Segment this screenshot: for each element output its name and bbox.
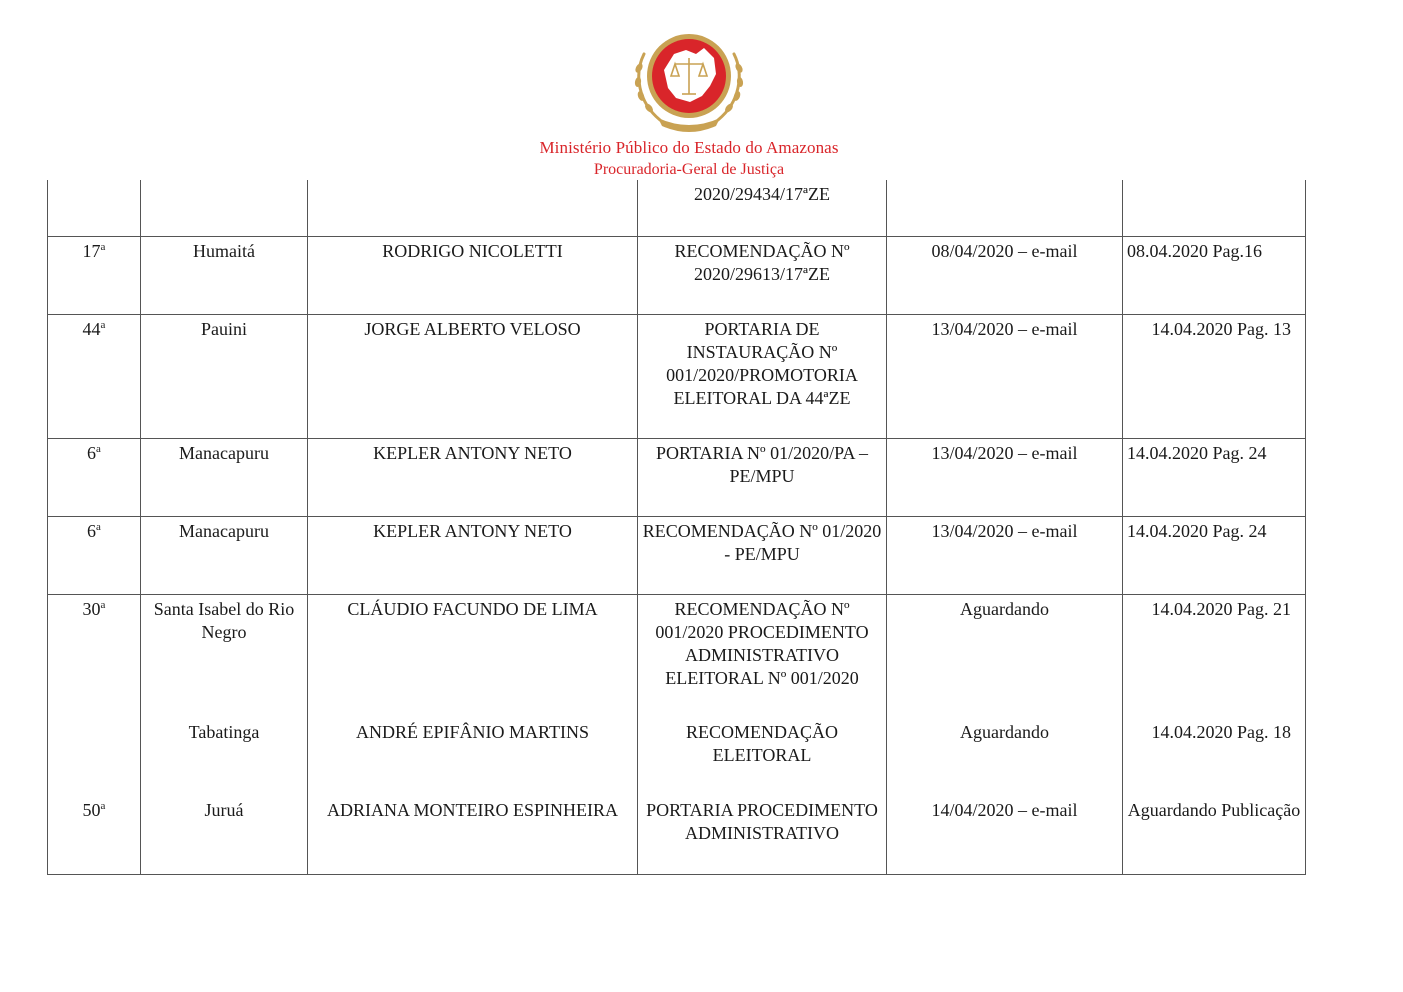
zone-cell: 17$^a$	[48, 236, 141, 314]
table-row	[48, 796, 1306, 874]
ordinal-indicator: a	[100, 800, 106, 812]
date-sent-cell: 14/04/2020 – e-mail	[887, 796, 1123, 874]
table-row	[48, 180, 1306, 236]
publication-cell: 14.04.2020 Pag. 18	[1123, 718, 1306, 796]
promoter-cell: JORGE ALBERTO VELOSO	[308, 314, 638, 438]
municipality-cell	[141, 180, 308, 236]
document-cell: RECOMENDAÇÃO Nº 01/2020 - PE/MPU	[638, 516, 887, 594]
publication-cell: 14.04.2020 Pag. 24	[1123, 438, 1306, 516]
date-sent-cell: 13/04/2020 – e-mail	[887, 516, 1123, 594]
promoter-cell: KEPLER ANTONY NETO	[308, 438, 638, 516]
publication-cell: Aguardando Publicação	[1123, 796, 1306, 874]
publication-cell: 14.04.2020 Pag. 21	[1123, 594, 1306, 718]
date-sent-cell: 13/04/2020 – e-mail	[887, 438, 1123, 516]
document-cell: 2020/29434/17ªZE	[638, 180, 887, 236]
municipality-cell: Juruá	[141, 796, 308, 874]
document-cell: PORTARIA PROCEDIMENTO ADMINISTRATIVO	[638, 796, 887, 874]
date-sent-cell: Aguardando	[887, 594, 1123, 718]
municipality-cell: Manacapuru	[141, 438, 308, 516]
table-row	[48, 438, 1306, 516]
publication-cell: 14.04.2020 Pag. 24	[1123, 516, 1306, 594]
document-cell: PORTARIA DE INSTAURAÇÃO Nº 001/2020/PROMOTORIA ELEITORAL DA 44ªZE	[638, 314, 887, 438]
ordinal-indicator: a	[100, 318, 106, 331]
promoter-cell: ANDRÉ EPIFÂNIO MARTINS	[308, 718, 638, 796]
promoter-cell: RODRIGO NICOLETTI	[308, 236, 638, 314]
promoter-cell	[308, 180, 638, 236]
date-sent-cell	[887, 180, 1123, 236]
ordinal-indicator: a	[96, 442, 101, 455]
promoter-cell: ADRIANA MONTEIRO ESPINHEIRA	[308, 796, 638, 874]
org-name: Ministério Público do Estado do Amazonas	[539, 138, 839, 157]
promoter-cell: KEPLER ANTONY NETO	[308, 516, 638, 594]
publication-cell: 08.04.2020 Pag.16	[1123, 236, 1306, 314]
zone-cell: 30$^a$	[48, 594, 141, 718]
publication-cell: 14.04.2020 Pag. 13	[1123, 314, 1306, 438]
table-row	[48, 516, 1306, 594]
ordinal-indicator: a	[100, 240, 106, 253]
municipality-cell: Humaitá	[141, 236, 308, 314]
mp-amazonas-logo	[630, 24, 748, 136]
date-sent-cell: 13/04/2020 – e-mail	[887, 314, 1123, 438]
table-row	[48, 718, 1306, 796]
zone-cell	[48, 180, 141, 236]
municipality-cell: Tabatinga	[141, 718, 308, 796]
org-subtitle: Procuradoria-Geral de Justiça	[593, 161, 785, 178]
municipality-cell: Manacapuru	[141, 516, 308, 594]
date-sent-cell: Aguardando	[887, 718, 1123, 796]
document-cell: RECOMENDAÇÃO Nº 2020/29613/17ªZE	[638, 236, 887, 314]
document-cell: PORTARIA Nº 01/2020/PA – PE/MPU	[638, 438, 887, 516]
ordinal-indicator: a	[100, 598, 106, 611]
zone-cell	[48, 718, 141, 796]
publication-cell	[1123, 180, 1306, 236]
table-row	[48, 236, 1306, 314]
zone-cell: 6$^a$	[48, 438, 141, 516]
document-cell: RECOMENDAÇÃO ELEITORAL	[638, 718, 887, 796]
zone-cell: 44$^a$	[48, 314, 141, 438]
documents-table	[47, 180, 1306, 875]
promoter-cell: CLÁUDIO FACUNDO DE LIMA	[308, 594, 638, 718]
date-sent-cell: 08/04/2020 – e-mail	[887, 236, 1123, 314]
table-row	[48, 314, 1306, 438]
municipality-cell: Pauini	[141, 314, 308, 438]
zone-cell: 6$^a$	[48, 516, 141, 594]
zone-cell: 50$^a$	[48, 796, 141, 874]
document-cell: RECOMENDAÇÃO Nº 001/2020 PROCEDIMENTO ADMINISTRATIVO ELEITORAL Nº 001/2020	[638, 594, 887, 718]
ordinal-indicator: a	[96, 520, 101, 533]
table-row	[48, 594, 1306, 718]
municipality-cell: Santa Isabel do Rio Negro	[141, 594, 308, 718]
